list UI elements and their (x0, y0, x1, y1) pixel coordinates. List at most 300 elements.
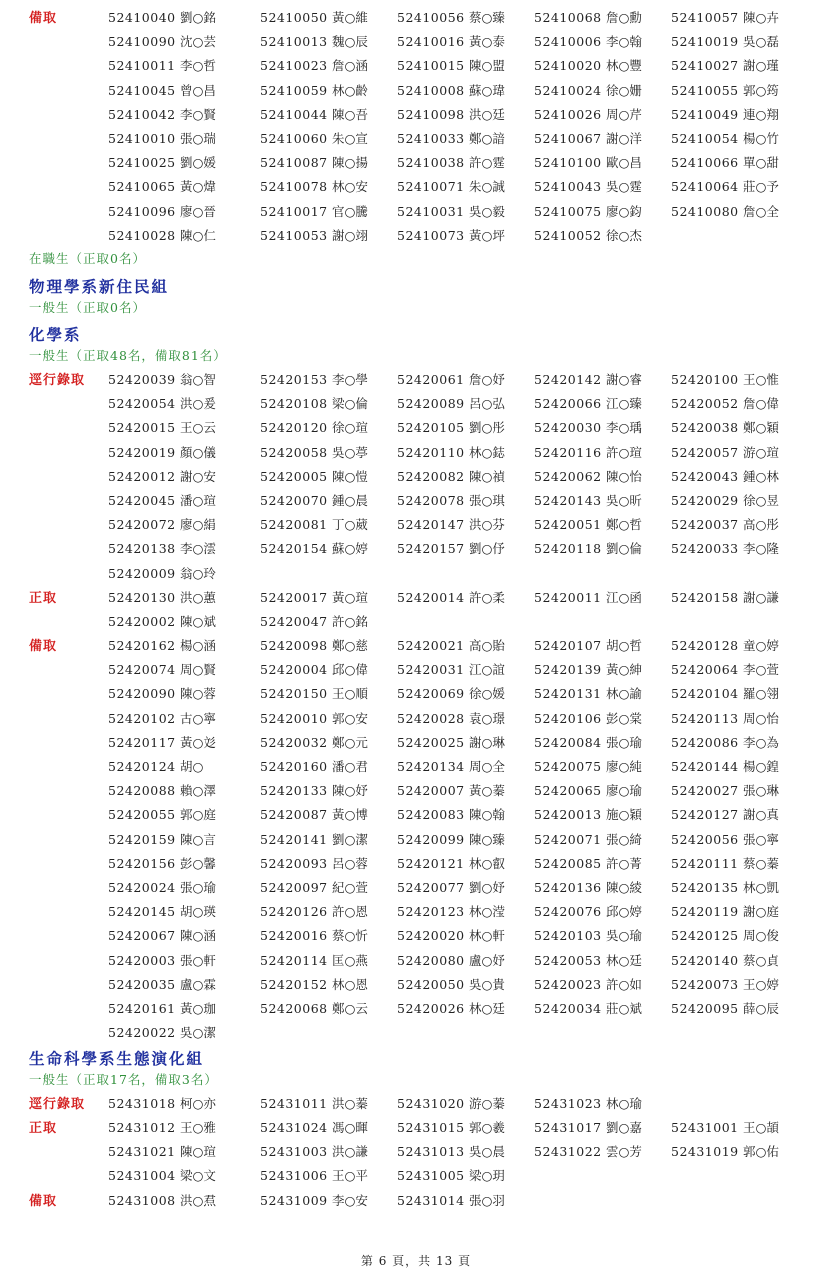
candidate-name: 胡○ (180, 759, 204, 774)
candidate-name: 許○如 (606, 976, 642, 992)
candidate-entry (397, 514, 505, 532)
candidate-name: 林○齡 (332, 82, 368, 98)
candidate-entry (397, 659, 505, 677)
candidate-name: 吳○貴 (469, 976, 505, 992)
candidate-name: 徐○姗 (606, 82, 642, 98)
candidate-entry (671, 780, 779, 798)
candidate-name: 謝○真 (743, 807, 779, 823)
candidate-name: 張○羽 (469, 1193, 505, 1208)
candidate-name: 鄭○元 (332, 734, 368, 750)
candidate-id: 52420102 (108, 710, 176, 726)
candidate-entry (671, 829, 779, 847)
candidate-id: 52420113 (671, 710, 739, 726)
candidate-name: 林○廷 (606, 952, 642, 968)
candidate-id: 52410013 (260, 34, 328, 50)
candidate-id: 52410011 (108, 58, 176, 74)
candidate-name: 鄭○云 (332, 1001, 368, 1016)
candidate-name: 黃○紳 (606, 662, 642, 678)
candidate-entry (108, 1117, 216, 1135)
candidate-entry (108, 7, 216, 25)
candidate-entry (397, 804, 505, 822)
candidate-id: 52410028 (108, 227, 176, 243)
candidate-entry (671, 1117, 779, 1135)
admission-row (0, 390, 832, 414)
candidate-entry (671, 128, 779, 146)
candidate-name: 楊○鍠 (743, 759, 779, 774)
candidate-name: 張○瑜 (180, 880, 216, 895)
candidate-name: 謝○翊 (332, 227, 368, 243)
candidate-id: 52420051 (534, 517, 602, 533)
admission-row (0, 101, 832, 125)
candidate-name: 林○鋕 (469, 444, 505, 460)
candidate-name: 廖○純 (606, 759, 642, 774)
candidate-name: 廖○瑜 (606, 783, 642, 799)
candidate-name: 鄭○哲 (606, 517, 642, 533)
candidate-id: 52420075 (534, 759, 602, 774)
candidate-id: 52420078 (397, 493, 465, 508)
candidate-id: 52431013 (397, 1144, 465, 1160)
candidate-name: 朱○誠 (469, 179, 505, 195)
admission-row (0, 1138, 832, 1162)
candidate-id: 52431015 (397, 1120, 465, 1135)
candidate-id: 52410056 (397, 10, 465, 25)
candidate-entry (397, 756, 505, 774)
candidate-name: 劉○彤 (469, 420, 505, 436)
candidate-id: 52410006 (534, 34, 602, 50)
candidate-entry (534, 732, 642, 750)
candidate-name: 羅○翎 (743, 686, 779, 702)
candidate-entry (397, 442, 505, 460)
candidate-name: 鄭○穎 (743, 420, 779, 436)
candidate-entry (108, 950, 216, 968)
candidate-id: 52420143 (534, 493, 602, 508)
candidate-id: 52420134 (397, 759, 465, 774)
candidate-name: 陳○涵 (180, 928, 216, 944)
candidate-entry (108, 31, 216, 49)
candidate-entry (397, 732, 505, 750)
candidate-entry (260, 442, 368, 460)
candidate-id: 52420057 (671, 444, 739, 460)
candidate-entry (397, 466, 505, 484)
admission-row (0, 511, 832, 535)
candidate-entry (397, 853, 505, 871)
candidate-name: 林○豐 (606, 58, 642, 74)
candidate-entry (397, 225, 505, 243)
candidate-entry (108, 901, 216, 919)
candidate-entry (108, 877, 216, 895)
candidate-name: 潘○瑄 (180, 493, 216, 508)
candidate-entry (108, 683, 216, 701)
candidate-entry (397, 128, 505, 146)
candidate-name: 魏○辰 (332, 34, 368, 50)
candidate-name: 李○澐 (180, 541, 216, 557)
candidate-name: 紀○萱 (332, 880, 368, 895)
candidate-id: 52420071 (534, 831, 602, 847)
candidate-id: 52420032 (260, 734, 328, 750)
candidate-name: 黃○煒 (180, 179, 216, 195)
candidate-entry (671, 466, 779, 484)
candidate-id: 52420054 (108, 396, 176, 412)
candidate-id: 52410073 (397, 227, 465, 243)
candidate-name: 張○琳 (743, 783, 779, 799)
admission-row (0, 173, 832, 197)
candidate-entry (260, 1117, 368, 1135)
candidate-entry (671, 176, 779, 194)
candidate-id: 52410096 (108, 203, 176, 219)
candidate-name: 陳○仁 (180, 227, 216, 243)
candidate-id: 52420010 (260, 710, 328, 726)
admission-row (0, 971, 832, 995)
candidate-entry (260, 31, 368, 49)
candidate-id: 52420039 (108, 372, 176, 387)
candidate-id: 52420116 (534, 444, 602, 460)
candidate-id: 52431005 (397, 1168, 465, 1184)
candidate-id: 52420156 (108, 855, 176, 871)
candidate-entry (534, 1141, 642, 1159)
candidate-entry (397, 31, 505, 49)
candidate-id: 52420038 (671, 420, 739, 436)
candidate-name: 林○廷 (469, 1001, 505, 1016)
admission-row (0, 850, 832, 874)
candidate-name: 周○芹 (606, 106, 642, 122)
candidate-entry (397, 176, 505, 194)
candidate-id: 52420095 (671, 1001, 739, 1016)
candidate-id: 52420034 (534, 1001, 602, 1016)
candidate-name: 劉○伃 (469, 541, 505, 557)
candidate-id: 52431019 (671, 1144, 739, 1160)
candidate-id: 52420124 (108, 759, 176, 774)
candidate-id: 52420090 (108, 686, 176, 702)
candidate-name: 高○貽 (469, 638, 505, 653)
candidate-id: 52420027 (671, 783, 739, 799)
candidate-name: 雲○芳 (606, 1144, 642, 1160)
candidate-id: 52410015 (397, 58, 465, 74)
candidate-name: 許○恩 (332, 904, 368, 920)
candidate-name: 莊○予 (743, 179, 779, 195)
candidate-id: 52420118 (534, 541, 602, 557)
candidate-name: 蘇○婷 (332, 541, 368, 557)
candidate-entry (671, 974, 779, 992)
admission-row (0, 487, 832, 511)
candidate-entry (397, 1141, 505, 1159)
candidate-name: 劉○倫 (606, 541, 642, 557)
candidate-name: 林○軒 (469, 928, 505, 944)
candidate-entry (671, 538, 779, 556)
candidate-entry (671, 442, 779, 460)
candidate-id: 52410055 (671, 82, 739, 98)
candidate-name: 劉○妤 (469, 880, 505, 895)
candidate-name: 吳○霆 (606, 179, 642, 195)
candidate-name: 鄭○諳 (469, 131, 505, 146)
candidate-name: 鍾○林 (743, 468, 779, 484)
candidate-id: 52431006 (260, 1168, 328, 1184)
candidate-name: 林○叡 (469, 855, 505, 871)
candidate-name: 蔡○忻 (332, 928, 368, 944)
candidate-entry (397, 393, 505, 411)
candidate-entry (397, 201, 505, 219)
candidate-name: 郭○筠 (743, 82, 779, 98)
candidate-id: 52420136 (534, 880, 602, 895)
candidate-name: 張○瑞 (180, 131, 216, 146)
candidate-name: 李○安 (332, 1193, 368, 1208)
candidate-name: 詹○涵 (332, 58, 368, 74)
candidate-entry (260, 635, 368, 653)
candidate-id: 52420157 (397, 541, 465, 557)
candidate-name: 洪○芬 (469, 517, 505, 533)
admission-row (0, 560, 832, 584)
candidate-name: 袁○璟 (469, 710, 505, 726)
candidate-name: 林○諭 (606, 686, 642, 702)
candidate-name: 許○瑄 (606, 444, 642, 460)
candidate-id: 52410045 (108, 82, 176, 98)
candidate-name: 蔡○臻 (469, 10, 505, 25)
candidate-entry (534, 659, 642, 677)
candidate-id: 52420002 (108, 614, 176, 630)
candidate-id: 52420074 (108, 662, 176, 678)
candidate-name: 劉○嘉 (606, 1120, 642, 1135)
candidate-id: 52420133 (260, 783, 328, 799)
candidate-entry (534, 225, 642, 243)
candidate-name: 謝○洋 (606, 131, 642, 146)
candidate-entry (397, 998, 505, 1016)
candidate-entry (108, 490, 216, 508)
candidate-entry (397, 708, 505, 726)
candidate-name: 謝○庭 (743, 904, 779, 920)
candidate-entry (534, 128, 642, 146)
category-subheading: 一般生（正取48名，備取81名） (29, 348, 227, 363)
candidate-id: 52420072 (108, 517, 176, 533)
candidate-entry (108, 442, 216, 460)
candidate-name: 周○全 (469, 759, 505, 774)
candidate-name: 江○臻 (606, 396, 642, 412)
candidate-name: 詹○勳 (606, 10, 642, 25)
admission-row (0, 995, 832, 1019)
candidate-id: 52420160 (260, 759, 328, 774)
candidate-entry (108, 853, 216, 871)
candidate-id: 52420014 (397, 590, 465, 605)
candidate-entry (260, 55, 368, 73)
candidate-entry (534, 176, 642, 194)
candidate-id: 52420098 (260, 638, 328, 653)
candidate-id: 52410024 (534, 82, 602, 98)
candidate-entry (108, 514, 216, 532)
candidate-name: 詹○偉 (743, 396, 779, 412)
candidate-id: 52420104 (671, 686, 739, 702)
candidate-entry (534, 925, 642, 943)
candidate-id: 52410090 (108, 34, 176, 50)
admission-category-label: 備取 (29, 1194, 58, 1209)
admission-row (0, 608, 832, 632)
candidate-name: 許○銘 (332, 614, 368, 630)
admission-row (0, 705, 832, 729)
candidate-name: 陳○斌 (180, 614, 216, 630)
candidate-name: 王○順 (332, 686, 368, 702)
candidate-entry (108, 756, 203, 774)
candidate-id: 52420142 (534, 372, 602, 387)
candidate-name: 單○甜 (743, 155, 779, 171)
candidate-entry (108, 804, 216, 822)
candidate-id: 52420119 (671, 904, 739, 920)
candidate-id: 52420084 (534, 734, 602, 750)
candidate-entry (260, 152, 368, 170)
candidate-name: 洪○爰 (180, 396, 216, 412)
candidate-entry (108, 708, 216, 726)
candidate-id: 52420016 (260, 928, 328, 944)
candidate-id: 52420161 (108, 1001, 176, 1016)
candidate-entry (397, 1190, 505, 1208)
candidate-name: 楊○涵 (180, 638, 216, 653)
candidate-name: 薛○辰 (743, 1001, 779, 1016)
candidate-id: 52420012 (108, 468, 176, 484)
candidate-entry (260, 901, 368, 919)
admission-row (0, 1162, 832, 1186)
candidate-id: 52410054 (671, 131, 739, 146)
candidate-id: 52420093 (260, 855, 328, 871)
candidate-name: 童○婷 (743, 638, 779, 653)
candidate-name: 黃○珈 (180, 1001, 216, 1016)
candidate-id: 52410025 (108, 155, 176, 171)
candidate-entry (108, 393, 216, 411)
candidate-name: 郭○庭 (180, 807, 216, 823)
candidate-entry (260, 393, 368, 411)
candidate-id: 52420068 (260, 1001, 328, 1016)
candidate-entry (260, 804, 368, 822)
candidate-entry (671, 998, 779, 1016)
candidate-id: 52420114 (260, 952, 328, 968)
candidate-id: 52420017 (260, 590, 328, 605)
candidate-entry (260, 1165, 368, 1183)
candidate-id: 52410016 (397, 34, 465, 50)
candidate-name: 彭○馨 (180, 855, 216, 871)
candidate-id: 52420076 (534, 904, 602, 920)
admission-row (0, 1019, 832, 1043)
candidate-entry (534, 369, 642, 387)
candidate-entry (108, 80, 216, 98)
candidate-entry (671, 901, 779, 919)
candidate-entry (534, 417, 642, 435)
candidate-name: 施○穎 (606, 807, 642, 823)
candidate-name: 陳○瑄 (180, 1144, 216, 1160)
candidate-entry (260, 877, 368, 895)
candidate-entry (397, 683, 505, 701)
candidate-id: 52431020 (397, 1096, 465, 1111)
candidate-id: 52420035 (108, 976, 176, 992)
candidate-id: 52431009 (260, 1193, 328, 1208)
candidate-id: 52420053 (534, 952, 602, 968)
candidate-entry (108, 1022, 216, 1040)
candidate-id: 52431008 (108, 1193, 176, 1208)
candidate-name: 陳○綾 (606, 880, 642, 895)
candidate-name: 周○怡 (743, 710, 779, 726)
candidate-name: 徐○杰 (606, 227, 642, 243)
candidate-id: 52410066 (671, 155, 739, 171)
candidate-id: 52410065 (108, 179, 176, 195)
candidate-entry (534, 998, 642, 1016)
candidate-name: 周○俊 (743, 928, 779, 944)
candidate-name: 游○瑄 (743, 444, 779, 460)
candidate-entry (671, 659, 779, 677)
candidate-entry (397, 152, 505, 170)
candidate-entry (534, 55, 642, 73)
candidate-id: 52420126 (260, 904, 328, 920)
candidate-name: 郭○羲 (469, 1120, 505, 1135)
candidate-id: 52410044 (260, 106, 328, 122)
candidate-name: 廖○絹 (180, 517, 216, 533)
candidate-name: 廖○鈞 (606, 203, 642, 219)
candidate-id: 52420045 (108, 493, 176, 508)
candidate-entry (671, 708, 779, 726)
candidate-name: 徐○媛 (469, 686, 505, 702)
candidate-entry (260, 1093, 368, 1111)
candidate-name: 賴○澤 (180, 783, 216, 799)
candidate-id: 52420105 (397, 420, 465, 436)
candidate-name: 張○琪 (469, 493, 505, 508)
candidate-entry (260, 417, 368, 435)
candidate-entry (397, 635, 505, 653)
candidate-name: 楊○竹 (743, 131, 779, 146)
candidate-id: 52431023 (534, 1096, 602, 1111)
candidate-name: 陳○妤 (332, 783, 368, 799)
candidate-entry (397, 538, 505, 556)
candidate-id: 52410071 (397, 179, 465, 195)
candidate-id: 52431004 (108, 1168, 176, 1184)
candidate-entry (108, 417, 216, 435)
candidate-name: 翁○智 (180, 372, 216, 387)
candidate-entry (671, 877, 779, 895)
candidate-id: 52420005 (260, 468, 328, 484)
candidate-id: 52410060 (260, 131, 328, 146)
candidate-name: 陳○蓉 (180, 686, 216, 702)
candidate-id: 52410064 (671, 179, 739, 195)
candidate-name: 張○寧 (743, 831, 779, 847)
admission-row (0, 439, 832, 463)
candidate-id: 52420158 (671, 590, 739, 605)
candidate-name: 謝○睿 (606, 372, 642, 387)
candidate-entry (534, 152, 642, 170)
candidate-entry (671, 55, 779, 73)
candidate-id: 52420087 (260, 807, 328, 823)
candidate-entry (534, 393, 642, 411)
candidate-entry (534, 950, 642, 968)
candidate-name: 劉○潔 (332, 831, 368, 847)
candidate-name: 徐○昱 (743, 493, 779, 508)
candidate-entry (108, 1141, 216, 1159)
candidate-entry (108, 635, 216, 653)
candidate-name: 陳○臻 (469, 831, 505, 847)
candidate-name: 林○滢 (469, 904, 505, 920)
candidate-id: 52420121 (397, 855, 465, 871)
admission-row (0, 1187, 832, 1211)
candidate-entry (260, 80, 368, 98)
candidate-id: 52420127 (671, 807, 739, 823)
candidate-id: 52420159 (108, 831, 176, 847)
admission-row (0, 584, 832, 608)
candidate-name: 洪○焄 (180, 1193, 216, 1208)
candidate-entry (534, 490, 642, 508)
admission-row (0, 535, 832, 559)
admission-row (0, 826, 832, 850)
candidate-entry (671, 514, 779, 532)
department-heading: 生命科學系生態演化組 (29, 1049, 205, 1068)
admission-row (0, 729, 832, 753)
candidate-entry (534, 974, 642, 992)
candidate-id: 52420141 (260, 831, 328, 847)
candidate-id: 52420007 (397, 783, 465, 799)
candidate-name: 陳○愷 (332, 468, 368, 484)
page-footer: 第 6 頁，共 13 頁 (360, 1254, 472, 1268)
candidate-entry (671, 7, 779, 25)
candidate-name: 謝○安 (180, 468, 216, 484)
